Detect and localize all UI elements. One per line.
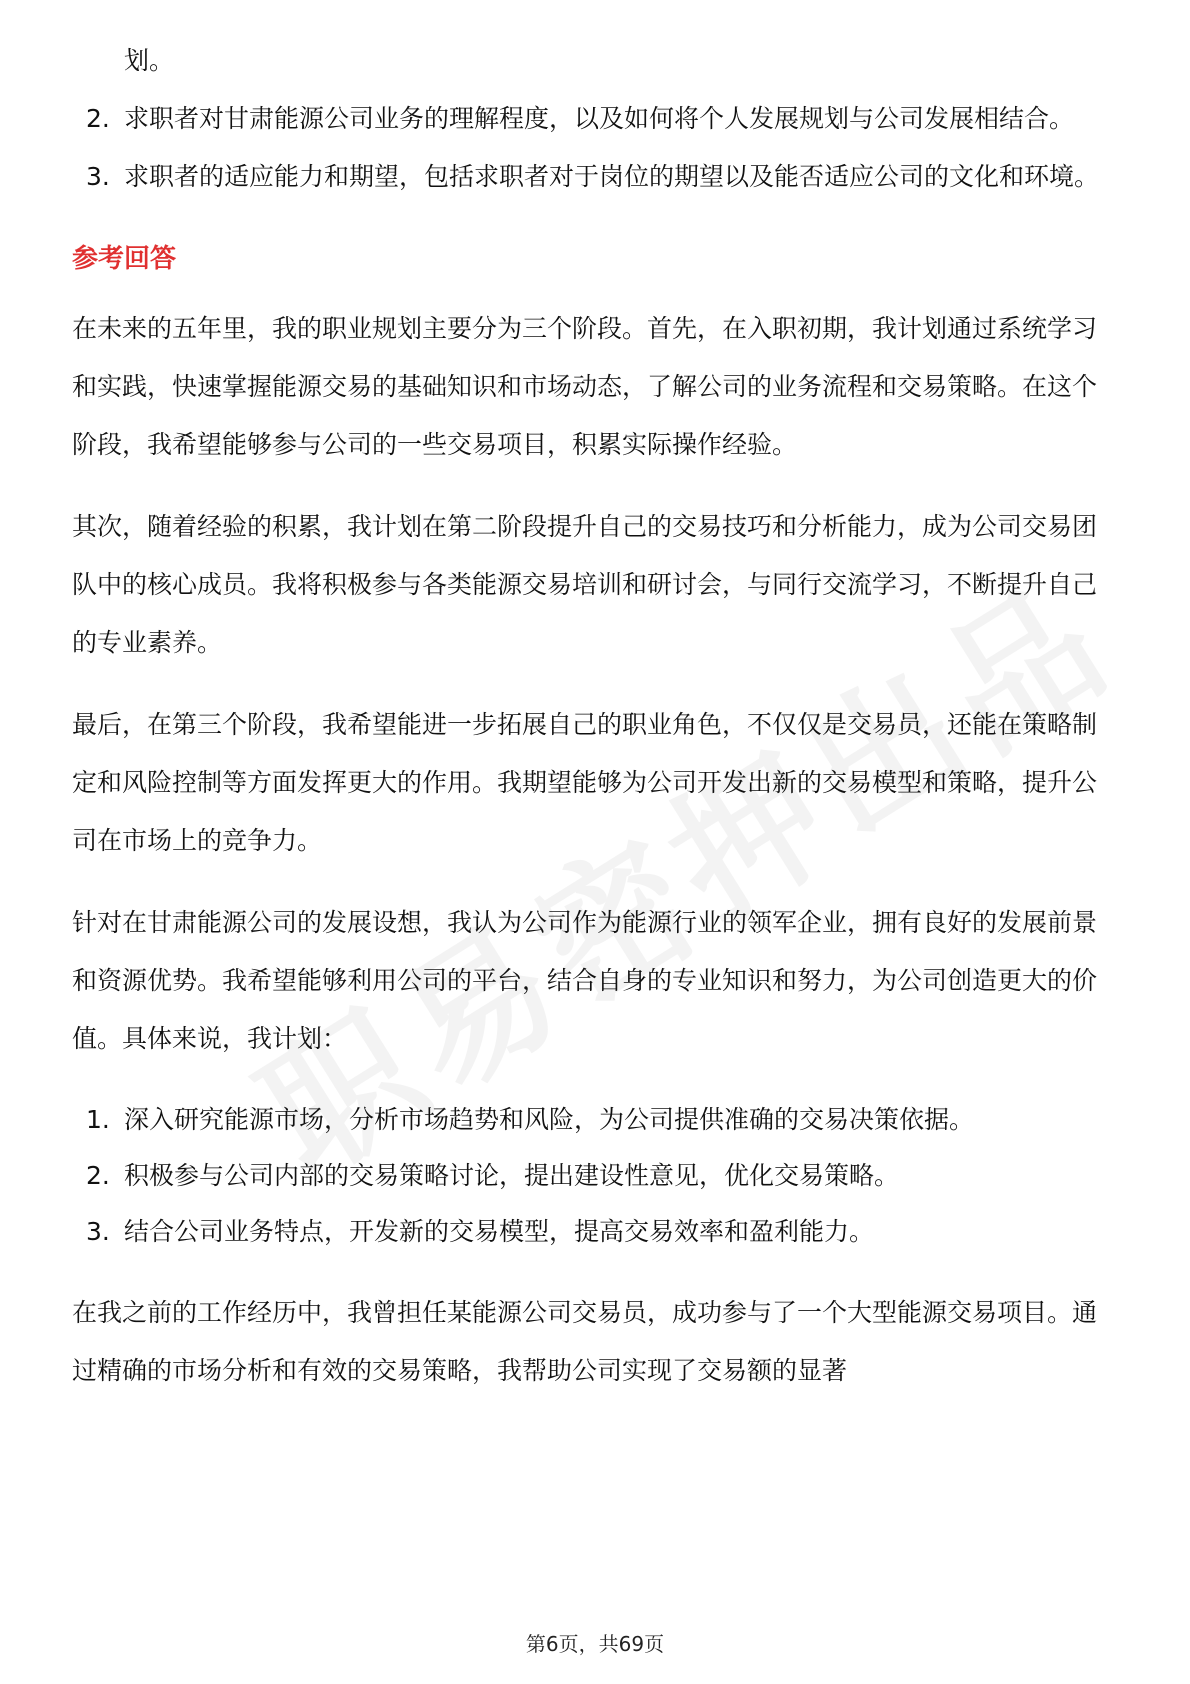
- list-number: 3.: [86, 162, 110, 191]
- page-number-footer: 第6页，共69页: [525, 1632, 665, 1656]
- list-text: 深入研究能源市场，分析市场趋势和风险，为公司提供准确的交易决策依据。: [124, 1105, 975, 1134]
- carryover-line: 划。: [124, 46, 175, 75]
- list-item: [72, 1148, 1120, 1204]
- paragraph: 其次，随着经验的积累，我计划在第二阶段提升自己的交易技巧和分析能力，成为公司交易团队中的核心成员。我将积极参与各类能源交易培训和研讨会，与同行交流学习，不断提升自己的专业素养。: [72, 512, 1098, 657]
- list-text: 求职者的适应能力和期望，包括求职者对于岗位的期望以及能否适应公司的文化和环境。: [124, 162, 1100, 191]
- paragraph: 最后，在第三个阶段，我希望能进一步拓展自己的职业角色，不仅仅是交易员，还能在策略制定和风险控制等方面发挥更大的作用。我期望能够为公司开发出新的交易模型和策略，提升公司在市场上的竞争力。: [72, 710, 1098, 855]
- plan-list: [72, 1092, 1120, 1260]
- list-item: [72, 1092, 1120, 1148]
- section-title: 参考回答: [72, 244, 177, 274]
- list-number: 2.: [86, 104, 110, 133]
- list-item: [72, 90, 1120, 148]
- list-number: 1.: [86, 1105, 110, 1134]
- list-text: 积极参与公司内部的交易策略讨论，提出建设性意见，优化交易策略。: [124, 1161, 900, 1190]
- paragraph: 在未来的五年里，我的职业规划主要分为三个阶段。首先，在入职初期，我计划通过系统学习和实践，快速掌握能源交易的基础知识和市场动态，了解公司的业务流程和交易策略。在这个阶段，我希望能够参与公司的一些交易项目，积累实际操作经验。: [72, 314, 1098, 459]
- list-text: 求职者对甘肃能源公司业务的理解程度，以及如何将个人发展规划与公司发展相结合。: [124, 104, 1075, 133]
- paragraph: 在我之前的工作经历中，我曾担任某能源公司交易员，成功参与了一个大型能源交易项目。通过精确的市场分析和有效的交易策略，我帮助公司实现了交易额的显著: [72, 1298, 1098, 1385]
- list-number: 2.: [86, 1161, 110, 1190]
- list-number: 3.: [86, 1217, 110, 1246]
- page-content: [72, 34, 1120, 1424]
- list-item: [72, 148, 1120, 206]
- paragraph: 针对在甘肃能源公司的发展设想，我认为公司作为能源行业的领军企业，拥有良好的发展前景和资源优势。我希望能够利用公司的平台，结合自身的专业知识和努力，为公司创造更大的价值。具体来说，我计划：: [72, 908, 1098, 1053]
- list-text: 结合公司业务特点，开发新的交易模型，提高交易效率和盈利能力。: [124, 1217, 875, 1246]
- requirements-list: [72, 90, 1120, 206]
- list-item: [72, 1204, 1120, 1260]
